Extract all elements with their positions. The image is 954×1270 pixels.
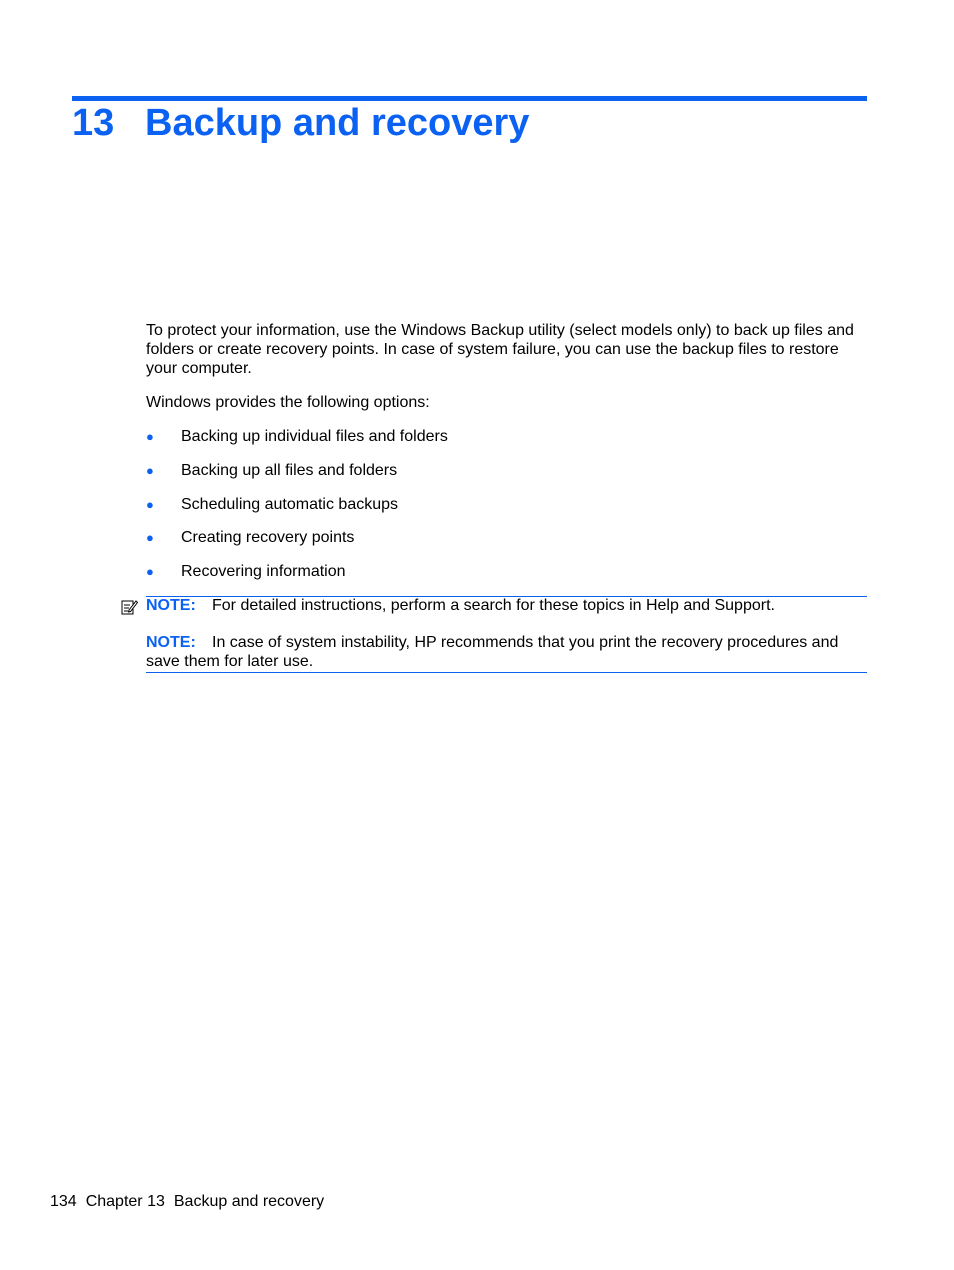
footer-chapter: Chapter 13 [85, 1193, 165, 1210]
note-paragraph [146, 633, 862, 671]
bullet-dot-icon: ● [146, 429, 154, 444]
chapter-number: 13 [72, 102, 115, 144]
bullet-dot-icon: ● [146, 462, 154, 478]
chapter-heading [72, 100, 529, 146]
list-item: ● Backing up all files and folders [146, 461, 398, 479]
list-item: ● Creating recovery points [146, 529, 355, 547]
note-text: In case of system instability, HP recommends that you print the recovery procedures and save them for later use. [146, 634, 839, 670]
note-icon [120, 598, 138, 616]
bullet-dot-icon: ● [146, 496, 154, 512]
options-lead-paragraph: Windows provides the following options: [146, 394, 430, 411]
intro-paragraph: To protect your information, use the Windows Backup utility (select models only) to back up files and folders or create recovery points. In case of system failure, you can use the backup files to restore your computer. [146, 322, 854, 377]
list-item: ● Scheduling automatic backups [146, 495, 399, 513]
bullet-dot-icon: ● [146, 564, 154, 580]
list-item: ● Recovering information [146, 563, 346, 581]
note-bottom-rule [146, 672, 867, 673]
options-list [146, 427, 862, 596]
note-paragraph [146, 596, 862, 615]
list-item: ● Backing up individual files and folders [146, 428, 448, 445]
page-number: 134 [50, 1193, 77, 1210]
note-text: For detailed instructions, perform a search for these topics in Help and Support. [212, 597, 775, 614]
note-label: NOTE: [146, 597, 196, 614]
page-footer [50, 1192, 333, 1211]
note-label: NOTE: [146, 634, 196, 651]
bullet-dot-icon: ● [146, 530, 154, 546]
footer-title: Backup and recovery [173, 1193, 325, 1210]
chapter-title: Backup and recovery [145, 102, 530, 144]
